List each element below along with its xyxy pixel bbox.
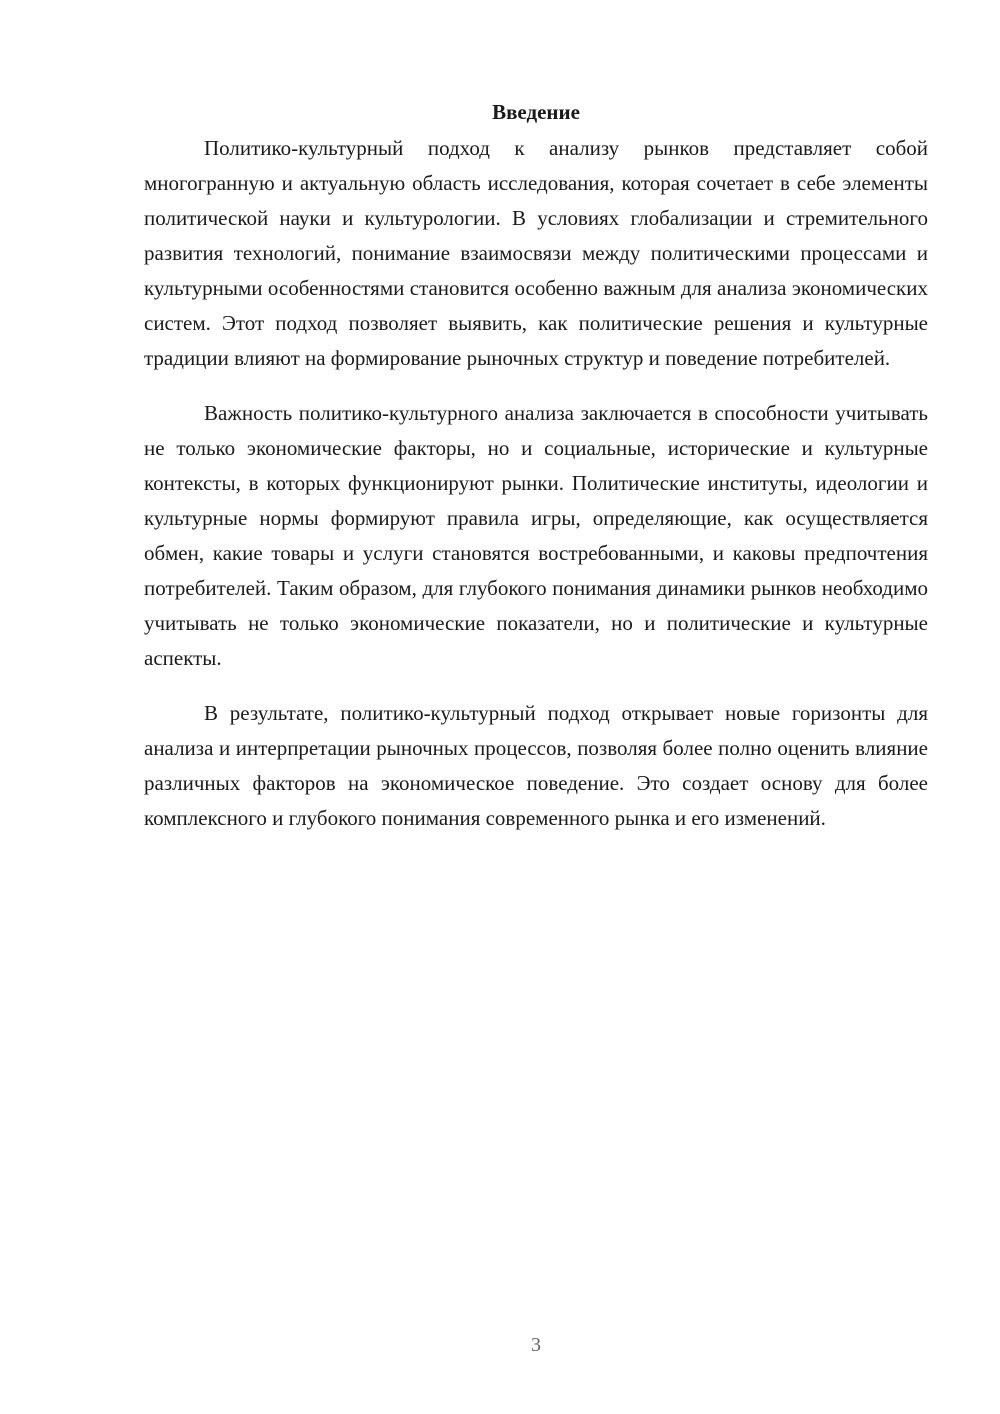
section-title: Введение <box>492 100 580 124</box>
page-number: 3 <box>531 1334 541 1356</box>
paragraph-1: Политико-культурный подход к анализу рынков представляет собой многогранную и актуальную область исследования, которая сочетает в себе элементы политической науки и культурологии. В условиях глобализации и стремительного развития технологий, понимание взаимосвязи между политическими процессами и культурными особенностями становится особенно важным для анализа экономических систем. Этот подход позволяет выявить, как политические решения и культурные традиции влияют на формирование рыночных структур и поведение потребителей. <box>144 136 928 370</box>
paragraph-2: Важность политико-культурного анализа заключается в способности учитывать не только экономические факторы, но и социальные, исторические и культурные контексты, в которых функционируют рынки. Политические институты, идеологии и культурные нормы формируют правила игры, определяющие, как осуществляется обмен, какие товары и услуги становятся востребованными, и каковы предпочтения потребителей. Таким образом, для глубокого понимания динамики рынков необходимо учитывать не только экономические показатели, но и политические и культурные аспекты. <box>144 401 928 670</box>
paragraph-3: В результате, политико-культурный подход открывает новые горизонты для анализа и интерпретации рыночных процессов, позволяя более полно оценить влияние различных факторов на экономическое поведение. Это создает основу для более комплексного и глубокого понимания современного рынка и его изменений. <box>144 701 928 830</box>
page-content <box>144 98 928 856</box>
